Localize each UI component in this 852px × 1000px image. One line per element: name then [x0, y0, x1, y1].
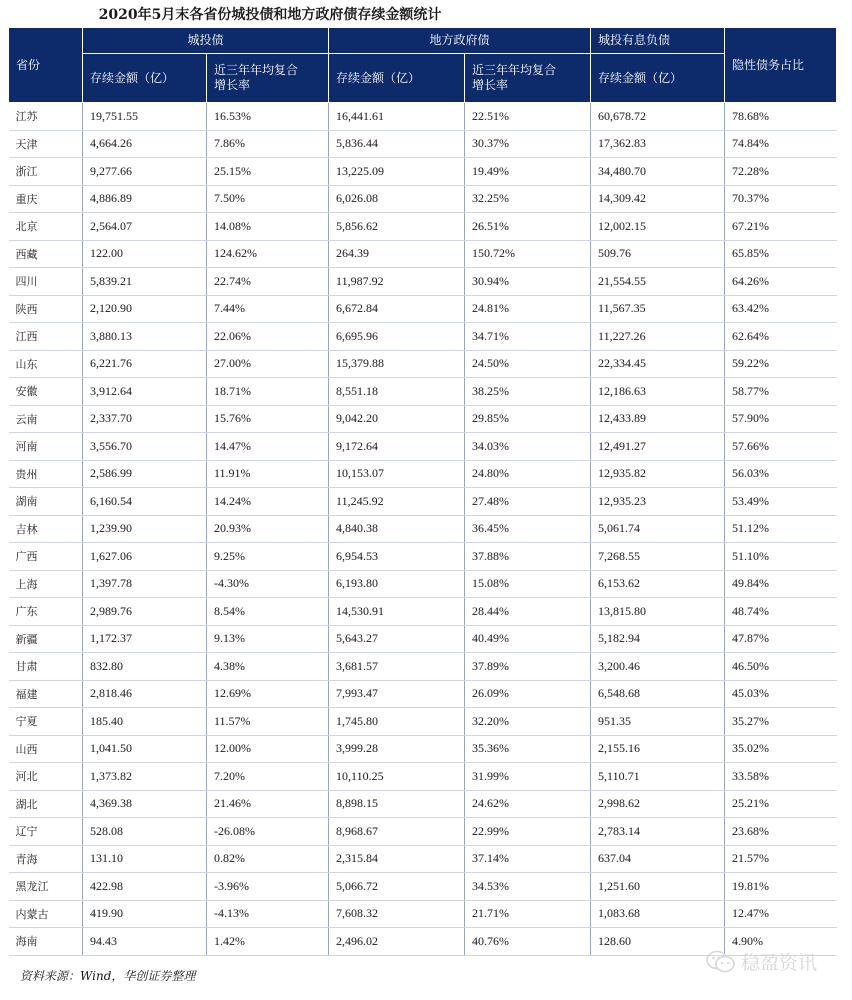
interest-debt-cell: 5,061.74	[591, 515, 725, 543]
table-row	[9, 845, 837, 873]
interest-debt-cell: 34,480.70	[591, 158, 725, 186]
local-gov-amount-cell: 8,898.15	[329, 790, 465, 818]
chengtou-growth-cell: 11.57%	[207, 708, 329, 736]
local-gov-amount-cell: 11,987.92	[329, 268, 465, 296]
interest-debt-cell: 7,268.55	[591, 543, 725, 571]
interest-debt-cell: 11,567.35	[591, 295, 725, 323]
hidden-ratio-cell: 4.90%	[725, 928, 837, 956]
hidden-ratio-cell: 46.50%	[725, 653, 837, 681]
chengtou-amount-cell: 1,239.90	[83, 515, 207, 543]
local-gov-amount-cell: 6,193.80	[329, 570, 465, 598]
hidden-ratio-cell: 59.22%	[725, 350, 837, 378]
chengtou-growth-cell: 11.91%	[207, 460, 329, 488]
hidden-ratio-cell: 56.03%	[725, 460, 837, 488]
local-gov-growth-cell: 34.03%	[465, 433, 591, 461]
chengtou-growth-cell: -4.30%	[207, 570, 329, 598]
table-row	[9, 488, 837, 516]
local-gov-amount-cell: 1,745.80	[329, 708, 465, 736]
chengtou-growth-cell: -3.96%	[207, 873, 329, 901]
local-gov-growth-cell: 15.08%	[465, 570, 591, 598]
interest-debt-cell: 17,362.83	[591, 130, 725, 158]
province-cell: 海南	[9, 928, 83, 956]
chengtou-growth-cell: 15.76%	[207, 405, 329, 433]
province-cell: 陕西	[9, 295, 83, 323]
local-gov-growth-cell: 22.99%	[465, 818, 591, 846]
province-cell: 辽宁	[9, 818, 83, 846]
interest-debt-cell: 12,433.89	[591, 405, 725, 433]
province-cell: 广西	[9, 543, 83, 571]
header-province: 省份	[9, 28, 83, 103]
local-gov-growth-cell: 24.80%	[465, 460, 591, 488]
local-gov-growth-cell: 34.53%	[465, 873, 591, 901]
interest-debt-cell: 2,783.14	[591, 818, 725, 846]
hidden-ratio-cell: 12.47%	[725, 900, 837, 928]
interest-debt-cell: 2,155.16	[591, 735, 725, 763]
hidden-ratio-cell: 65.85%	[725, 240, 837, 268]
chengtou-growth-cell: 25.15%	[207, 158, 329, 186]
chengtou-growth-cell: -4.13%	[207, 900, 329, 928]
local-gov-amount-cell: 9,042.20	[329, 405, 465, 433]
table-row	[9, 900, 837, 928]
chengtou-growth-cell: -26.08%	[207, 818, 329, 846]
table-row	[9, 295, 837, 323]
local-gov-amount-cell: 10,153.07	[329, 460, 465, 488]
province-cell: 云南	[9, 405, 83, 433]
province-cell: 宁夏	[9, 708, 83, 736]
local-gov-growth-cell: 40.76%	[465, 928, 591, 956]
table-row	[9, 350, 837, 378]
local-gov-growth-cell: 19.49%	[465, 158, 591, 186]
table-row	[9, 515, 837, 543]
table-header	[9, 28, 837, 103]
chengtou-amount-cell: 9,277.66	[83, 158, 207, 186]
province-cell: 西藏	[9, 240, 83, 268]
province-cell: 上海	[9, 570, 83, 598]
chengtou-amount-cell: 2,564.07	[83, 213, 207, 241]
hidden-ratio-cell: 35.02%	[725, 735, 837, 763]
province-cell: 河南	[9, 433, 83, 461]
table-row	[9, 625, 837, 653]
chengtou-amount-cell: 19,751.55	[83, 103, 207, 131]
local-gov-amount-cell: 3,681.57	[329, 653, 465, 681]
local-gov-growth-cell: 37.88%	[465, 543, 591, 571]
province-cell: 四川	[9, 268, 83, 296]
chengtou-growth-cell: 21.46%	[207, 790, 329, 818]
interest-debt-cell: 5,110.71	[591, 763, 725, 791]
chengtou-growth-cell: 20.93%	[207, 515, 329, 543]
table-row	[9, 103, 837, 131]
chengtou-growth-cell: 27.00%	[207, 350, 329, 378]
table-row	[9, 213, 837, 241]
province-cell: 吉林	[9, 515, 83, 543]
chengtou-growth-cell: 12.00%	[207, 735, 329, 763]
table-row	[9, 405, 837, 433]
header-chengtou-amount: 存续金额（亿）	[83, 54, 207, 103]
hidden-ratio-cell: 63.42%	[725, 295, 837, 323]
table-row	[9, 268, 837, 296]
chengtou-growth-cell: 7.86%	[207, 130, 329, 158]
header-local-gov-growth	[465, 54, 591, 103]
chengtou-amount-cell: 2,989.76	[83, 598, 207, 626]
interest-debt-cell: 13,815.80	[591, 598, 725, 626]
local-gov-amount-cell: 14,530.91	[329, 598, 465, 626]
chengtou-amount-cell: 2,818.46	[83, 680, 207, 708]
local-gov-growth-cell: 22.51%	[465, 103, 591, 131]
province-cell: 湖北	[9, 790, 83, 818]
table-row	[9, 818, 837, 846]
header-hidden-ratio: 隐性债务占比	[725, 28, 837, 103]
wechat-icon	[706, 950, 736, 974]
interest-debt-cell: 11,227.26	[591, 323, 725, 351]
table-row	[9, 158, 837, 186]
local-gov-amount-cell: 6,954.53	[329, 543, 465, 571]
local-gov-growth-cell: 28.44%	[465, 598, 591, 626]
hidden-ratio-cell: 62.64%	[725, 323, 837, 351]
table-row	[9, 873, 837, 901]
local-gov-amount-cell: 6,026.08	[329, 185, 465, 213]
local-gov-amount-cell: 9,172.64	[329, 433, 465, 461]
local-gov-amount-cell: 11,245.92	[329, 488, 465, 516]
chengtou-amount-cell: 528.08	[83, 818, 207, 846]
chengtou-amount-cell: 3,880.13	[83, 323, 207, 351]
province-cell: 广东	[9, 598, 83, 626]
hidden-ratio-cell: 72.28%	[725, 158, 837, 186]
interest-debt-cell: 12,935.23	[591, 488, 725, 516]
chengtou-amount-cell: 3,912.64	[83, 378, 207, 406]
interest-debt-cell: 21,554.55	[591, 268, 725, 296]
chengtou-amount-cell: 832.80	[83, 653, 207, 681]
province-cell: 湖南	[9, 488, 83, 516]
province-cell: 浙江	[9, 158, 83, 186]
chengtou-amount-cell: 2,337.70	[83, 405, 207, 433]
chengtou-amount-cell: 1,397.78	[83, 570, 207, 598]
table-body	[9, 103, 837, 956]
hidden-ratio-cell: 51.12%	[725, 515, 837, 543]
local-gov-growth-cell: 27.48%	[465, 488, 591, 516]
chengtou-amount-cell: 419.90	[83, 900, 207, 928]
hidden-ratio-cell: 58.77%	[725, 378, 837, 406]
source-note: 资料来源：Wind，华创证券整理	[20, 969, 196, 983]
province-cell: 江苏	[9, 103, 83, 131]
local-gov-growth-cell: 36.45%	[465, 515, 591, 543]
chengtou-amount-cell: 1,373.82	[83, 763, 207, 791]
header-growth-line1: 近三年年均复合	[214, 63, 299, 77]
local-gov-growth-cell: 24.50%	[465, 350, 591, 378]
local-gov-growth-cell: 32.20%	[465, 708, 591, 736]
chengtou-growth-cell: 7.44%	[207, 295, 329, 323]
local-gov-amount-cell: 264.39	[329, 240, 465, 268]
table-row	[9, 130, 837, 158]
local-gov-growth-cell: 37.89%	[465, 653, 591, 681]
header-group-local-gov: 地方政府债	[329, 28, 591, 54]
hidden-ratio-cell: 70.37%	[725, 185, 837, 213]
local-gov-growth-cell: 30.37%	[465, 130, 591, 158]
watermark-text: 稳盈资讯	[741, 952, 818, 974]
table-title: 2020年5月末各省份城投债和地方政府债存续金额统计	[98, 7, 442, 23]
province-cell: 山东	[9, 350, 83, 378]
local-gov-growth-cell: 31.99%	[465, 763, 591, 791]
interest-debt-cell: 5,182.94	[591, 625, 725, 653]
hidden-ratio-cell: 67.21%	[725, 213, 837, 241]
header-growth-line2: 增长率	[472, 78, 509, 92]
chengtou-growth-cell: 14.08%	[207, 213, 329, 241]
hidden-ratio-cell: 19.81%	[725, 873, 837, 901]
local-gov-amount-cell: 6,695.96	[329, 323, 465, 351]
hidden-ratio-cell: 35.27%	[725, 708, 837, 736]
province-cell: 重庆	[9, 185, 83, 213]
interest-debt-cell: 14,309.42	[591, 185, 725, 213]
local-gov-growth-cell: 34.71%	[465, 323, 591, 351]
header-growth-line2: 增长率	[214, 78, 251, 92]
table-row	[9, 653, 837, 681]
interest-debt-cell: 951.35	[591, 708, 725, 736]
chengtou-growth-cell: 14.24%	[207, 488, 329, 516]
chengtou-growth-cell: 7.50%	[207, 185, 329, 213]
local-gov-amount-cell: 7,993.47	[329, 680, 465, 708]
table-row	[9, 240, 837, 268]
table-row	[9, 708, 837, 736]
chengtou-amount-cell: 122.00	[83, 240, 207, 268]
debt-table	[8, 27, 837, 956]
chengtou-growth-cell: 7.20%	[207, 763, 329, 791]
province-cell: 青海	[9, 845, 83, 873]
interest-debt-cell: 60,678.72	[591, 103, 725, 131]
local-gov-amount-cell: 5,066.72	[329, 873, 465, 901]
watermark	[706, 948, 817, 975]
chengtou-growth-cell: 12.69%	[207, 680, 329, 708]
local-gov-amount-cell: 3,999.28	[329, 735, 465, 763]
hidden-ratio-cell: 49.84%	[725, 570, 837, 598]
header-local-gov-amount: 存续金额（亿）	[329, 54, 465, 103]
table-row	[9, 735, 837, 763]
chengtou-amount-cell: 131.10	[83, 845, 207, 873]
province-cell: 甘肃	[9, 653, 83, 681]
local-gov-amount-cell: 2,496.02	[329, 928, 465, 956]
chengtou-growth-cell: 4.38%	[207, 653, 329, 681]
province-cell: 黑龙江	[9, 873, 83, 901]
chengtou-growth-cell: 9.25%	[207, 543, 329, 571]
interest-debt-cell: 128.60	[591, 928, 725, 956]
local-gov-growth-cell: 32.25%	[465, 185, 591, 213]
chengtou-growth-cell: 8.54%	[207, 598, 329, 626]
header-group-interest-debt: 城投有息负债	[591, 28, 725, 54]
hidden-ratio-cell: 45.03%	[725, 680, 837, 708]
local-gov-growth-cell: 26.51%	[465, 213, 591, 241]
interest-debt-cell: 12,491.27	[591, 433, 725, 461]
interest-debt-cell: 3,200.46	[591, 653, 725, 681]
local-gov-amount-cell: 8,968.67	[329, 818, 465, 846]
header-growth-line1: 近三年年均复合	[472, 63, 557, 77]
local-gov-amount-cell: 6,672.84	[329, 295, 465, 323]
hidden-ratio-cell: 53.49%	[725, 488, 837, 516]
province-cell: 内蒙古	[9, 900, 83, 928]
table-row	[9, 378, 837, 406]
hidden-ratio-cell: 33.58%	[725, 763, 837, 791]
local-gov-growth-cell: 21.71%	[465, 900, 591, 928]
table-row	[9, 570, 837, 598]
chengtou-amount-cell: 1,172.37	[83, 625, 207, 653]
local-gov-amount-cell: 2,315.84	[329, 845, 465, 873]
table-row	[9, 460, 837, 488]
chengtou-amount-cell: 6,221.76	[83, 350, 207, 378]
province-cell: 江西	[9, 323, 83, 351]
hidden-ratio-cell: 74.84%	[725, 130, 837, 158]
local-gov-amount-cell: 15,379.88	[329, 350, 465, 378]
hidden-ratio-cell: 48.74%	[725, 598, 837, 626]
chengtou-growth-cell: 124.62%	[207, 240, 329, 268]
chengtou-amount-cell: 4,664.26	[83, 130, 207, 158]
chengtou-growth-cell: 22.06%	[207, 323, 329, 351]
province-cell: 天津	[9, 130, 83, 158]
chengtou-growth-cell: 1.42%	[207, 928, 329, 956]
interest-debt-cell: 2,998.62	[591, 790, 725, 818]
hidden-ratio-cell: 21.57%	[725, 845, 837, 873]
local-gov-amount-cell: 10,110.25	[329, 763, 465, 791]
local-gov-growth-cell: 26.09%	[465, 680, 591, 708]
interest-debt-cell: 6,153.62	[591, 570, 725, 598]
chengtou-amount-cell: 422.98	[83, 873, 207, 901]
chengtou-amount-cell: 4,369.38	[83, 790, 207, 818]
interest-debt-cell: 22,334.45	[591, 350, 725, 378]
local-gov-growth-cell: 35.36%	[465, 735, 591, 763]
local-gov-amount-cell: 4,840.38	[329, 515, 465, 543]
local-gov-growth-cell: 24.81%	[465, 295, 591, 323]
header-interest-debt-amount: 存续金额（亿）	[591, 54, 725, 103]
chengtou-growth-cell: 9.13%	[207, 625, 329, 653]
local-gov-amount-cell: 16,441.61	[329, 103, 465, 131]
chengtou-growth-cell: 0.82%	[207, 845, 329, 873]
chengtou-growth-cell: 14.47%	[207, 433, 329, 461]
province-cell: 山西	[9, 735, 83, 763]
local-gov-amount-cell: 5,836.44	[329, 130, 465, 158]
table-row	[9, 323, 837, 351]
local-gov-growth-cell: 38.25%	[465, 378, 591, 406]
hidden-ratio-cell: 25.21%	[725, 790, 837, 818]
interest-debt-cell: 637.04	[591, 845, 725, 873]
local-gov-amount-cell: 8,551.18	[329, 378, 465, 406]
interest-debt-cell: 12,002.15	[591, 213, 725, 241]
interest-debt-cell: 6,548.68	[591, 680, 725, 708]
province-cell: 新疆	[9, 625, 83, 653]
local-gov-amount-cell: 5,856.62	[329, 213, 465, 241]
province-cell: 福建	[9, 680, 83, 708]
header-chengtou-growth	[207, 54, 329, 103]
table-row	[9, 433, 837, 461]
local-gov-growth-cell: 40.49%	[465, 625, 591, 653]
province-cell: 贵州	[9, 460, 83, 488]
header-group-chengtou: 城投债	[83, 28, 329, 54]
chengtou-growth-cell: 16.53%	[207, 103, 329, 131]
table-row	[9, 680, 837, 708]
interest-debt-cell: 12,935.82	[591, 460, 725, 488]
chengtou-amount-cell: 4,886.89	[83, 185, 207, 213]
chengtou-amount-cell: 5,839.21	[83, 268, 207, 296]
hidden-ratio-cell: 57.90%	[725, 405, 837, 433]
local-gov-amount-cell: 13,225.09	[329, 158, 465, 186]
local-gov-growth-cell: 24.62%	[465, 790, 591, 818]
province-cell: 河北	[9, 763, 83, 791]
local-gov-growth-cell: 150.72%	[465, 240, 591, 268]
chengtou-amount-cell: 2,120.90	[83, 295, 207, 323]
table-row	[9, 790, 837, 818]
interest-debt-cell: 1,083.68	[591, 900, 725, 928]
local-gov-growth-cell: 30.94%	[465, 268, 591, 296]
hidden-ratio-cell: 78.68%	[725, 103, 837, 131]
hidden-ratio-cell: 47.87%	[725, 625, 837, 653]
chengtou-amount-cell: 3,556.70	[83, 433, 207, 461]
hidden-ratio-cell: 57.66%	[725, 433, 837, 461]
province-cell: 北京	[9, 213, 83, 241]
chengtou-amount-cell: 6,160.54	[83, 488, 207, 516]
table-row	[9, 598, 837, 626]
local-gov-amount-cell: 5,643.27	[329, 625, 465, 653]
interest-debt-cell: 12,186.63	[591, 378, 725, 406]
table-row	[9, 763, 837, 791]
interest-debt-cell: 1,251.60	[591, 873, 725, 901]
chengtou-growth-cell: 18.71%	[207, 378, 329, 406]
local-gov-growth-cell: 29.85%	[465, 405, 591, 433]
table-row	[9, 185, 837, 213]
chengtou-amount-cell: 94.43	[83, 928, 207, 956]
hidden-ratio-cell: 23.68%	[725, 818, 837, 846]
chengtou-amount-cell: 2,586.99	[83, 460, 207, 488]
province-cell: 安徽	[9, 378, 83, 406]
table-row	[9, 543, 837, 571]
hidden-ratio-cell: 64.26%	[725, 268, 837, 296]
local-gov-amount-cell: 7,608.32	[329, 900, 465, 928]
interest-debt-cell: 509.76	[591, 240, 725, 268]
chengtou-amount-cell: 1,627.06	[83, 543, 207, 571]
local-gov-growth-cell: 37.14%	[465, 845, 591, 873]
hidden-ratio-cell: 51.10%	[725, 543, 837, 571]
chengtou-amount-cell: 1,041.50	[83, 735, 207, 763]
chengtou-growth-cell: 22.74%	[207, 268, 329, 296]
chengtou-amount-cell: 185.40	[83, 708, 207, 736]
